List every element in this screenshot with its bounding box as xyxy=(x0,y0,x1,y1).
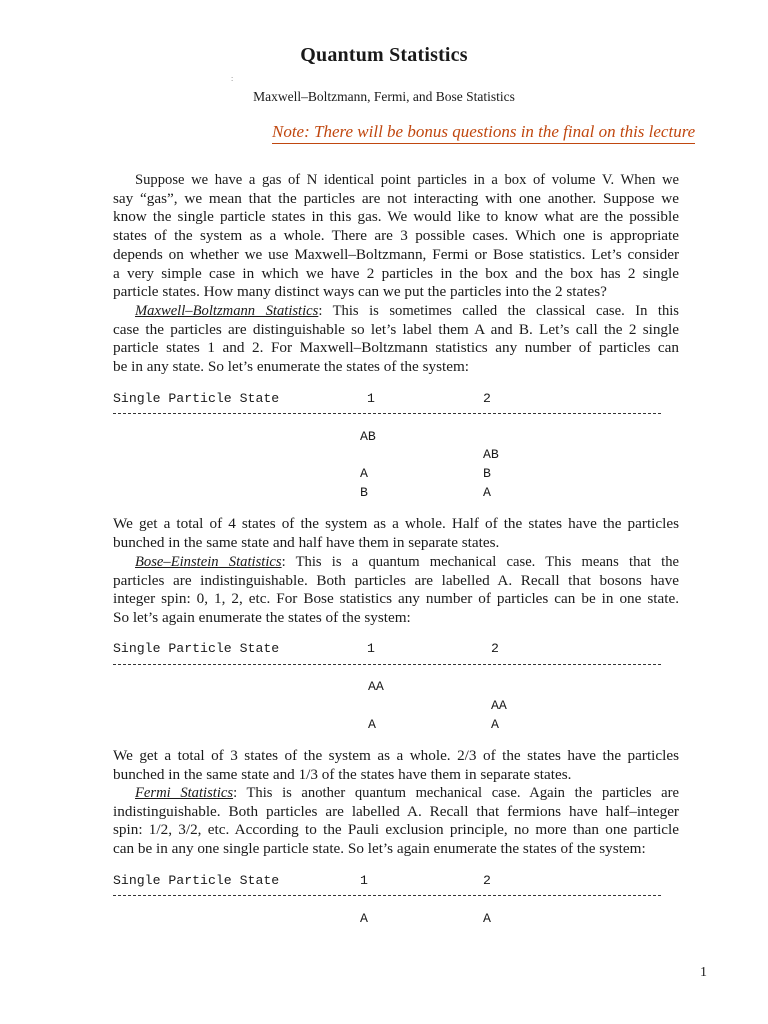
intro-line: depends on whether we use Maxwell–Boltzmann, Fermi or Bose statistics. Let’s consider xyxy=(113,245,679,263)
fermi-row-1-col2: A xyxy=(483,911,491,926)
fermi-heading: Fermi Statistics xyxy=(135,785,234,801)
be-row-3-col1: A xyxy=(368,717,376,732)
fermi-line: can be in any one single particle state. So let’s again enumerate the states of the system: xyxy=(113,840,646,858)
mb-row-4-col1: B xyxy=(360,485,368,500)
mb-line: case the particles are distinguishable so let’s label them A and B. Let’s call the 2 single xyxy=(113,320,679,338)
be-summary-line: We get a total of 3 states of the system as a whole. 2/3 of the states have the particles xyxy=(113,747,679,764)
mb-row-3-col2: B xyxy=(483,466,491,481)
be-table-header: Single Particle State xyxy=(113,641,280,656)
fermi-table-header: Single Particle State xyxy=(113,873,280,888)
intro-line: Suppose we have a gas of N identical point particles in a box of volume V. When we xyxy=(135,172,679,188)
mb-col2-header: 2 xyxy=(483,391,491,406)
be-line: So let’s again enumerate the states of the system: xyxy=(113,609,411,627)
fermi-row-1-col1: A xyxy=(360,911,368,926)
fermi-col2-header: 2 xyxy=(483,873,491,888)
mb-line: be in any state. So let’s enumerate the states of the system: xyxy=(113,358,469,376)
mb-paragraph xyxy=(113,302,679,377)
be-line-text: : This is a quantum mechanical case. This means that the xyxy=(281,554,679,570)
mb-row-4-col2: A xyxy=(483,485,491,500)
fermi-col1-header: 1 xyxy=(360,873,368,888)
be-paragraph xyxy=(113,553,679,628)
be-col1-header: 1 xyxy=(367,641,375,656)
be-summary-line: bunched in the same state and 1/3 of the states have them in separate states. xyxy=(113,765,572,783)
fermi-table-rule xyxy=(113,895,661,896)
mb-row-3-col1: A xyxy=(360,466,368,481)
be-col2-header: 2 xyxy=(491,641,499,656)
be-summary xyxy=(113,747,679,784)
mb-line: particle states 1 and 2. For Maxwell–Boltzmann statistics any number of particles can xyxy=(113,339,679,357)
mb-table-rule xyxy=(113,413,661,414)
mb-summary-line: bunched in the same state and half have them in separate states. xyxy=(113,533,500,551)
mb-summary xyxy=(113,515,679,552)
mb-line xyxy=(113,302,679,321)
mb-summary-line: We get a total of 4 states of the system as a whole. Half of the states have the particles xyxy=(113,515,679,532)
intro-line: particle states. How many distinct ways can we put the particles into the 2 states? xyxy=(113,283,607,301)
be-line: integer spin: 0, 1, 2, etc. For Bose statistics any number of particles can be in one state. xyxy=(113,590,679,608)
mb-row-1-col1: AB xyxy=(360,429,376,444)
be-row-1-col1: AA xyxy=(368,679,384,694)
be-table-rule xyxy=(113,664,661,665)
fermi-line: spin: 1/2, 3/2, etc. According to the Pauli exclusion principle, no more than one particle xyxy=(113,821,679,839)
be-line: particles are indistinguishable. Both particles are labelled A. Recall that bosons have xyxy=(113,571,679,589)
intro-line: say “gas”, we mean that the particles are not interacting with one another. Suppose we xyxy=(113,189,679,207)
fermi-line: indistinguishable. Both particles are labelled A. Recall that fermions have half–integer xyxy=(113,802,679,820)
mb-line-text: : This is sometimes called the classical case. In this xyxy=(318,303,679,319)
page-title: Quantum Statistics xyxy=(300,44,468,66)
mb-col1-header: 1 xyxy=(367,391,375,406)
page-subtitle: Maxwell–Boltzmann, Fermi, and Bose Statistics xyxy=(253,89,515,104)
be-line xyxy=(113,553,679,572)
mb-row-2-col2: AB xyxy=(483,447,499,462)
intro-paragraph xyxy=(113,171,679,302)
intro-line: a very simple case in which we have 2 particles in the box and the box has 2 single xyxy=(113,264,679,282)
be-row-2-col2: AA xyxy=(491,698,507,713)
stray-mark: : xyxy=(231,74,234,83)
mb-table-header: Single Particle State xyxy=(113,391,280,406)
be-heading: Bose–Einstein Statistics xyxy=(135,554,282,570)
fermi-line xyxy=(113,784,679,803)
mb-heading: Maxwell–Boltzmann Statistics xyxy=(135,303,319,319)
page-number: 1 xyxy=(700,965,707,980)
intro-line: states of the system as a whole. There are 3 possible cases. Which one is appropriate xyxy=(113,227,679,245)
be-row-3-col2: A xyxy=(491,717,499,732)
fermi-paragraph xyxy=(113,784,679,859)
intro-line: know the single particle states in this gas. We would like to know what are the possible xyxy=(113,208,679,226)
fermi-line-text: : This is another quantum mechanical case. Again the particles are xyxy=(233,785,679,801)
bonus-note: Note: There will be bonus questions in the final on this lecture xyxy=(272,121,695,144)
